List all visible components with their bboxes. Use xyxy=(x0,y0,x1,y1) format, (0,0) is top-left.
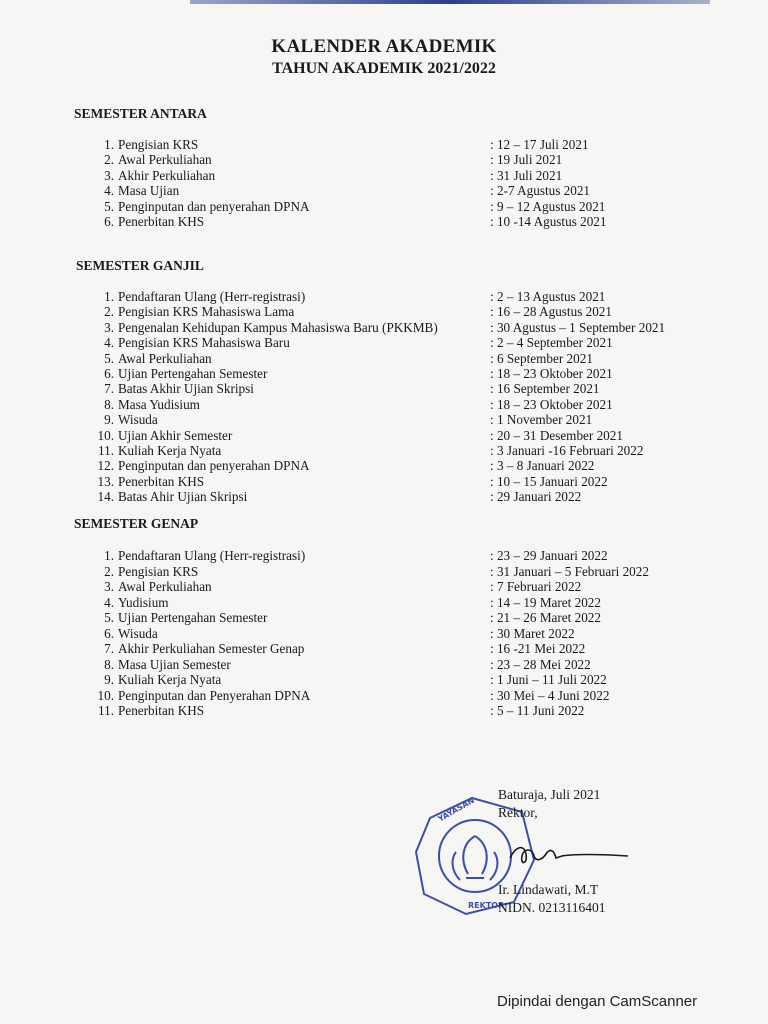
list-item xyxy=(94,443,708,458)
item-number: 12. xyxy=(97,458,114,474)
list-item xyxy=(94,548,708,564)
list-semester-genap xyxy=(94,548,708,719)
item-number: 10. xyxy=(97,687,114,703)
item-date: : 31 Januari – 5 Februari 2022 xyxy=(490,563,649,579)
item-number: 6. xyxy=(104,213,114,229)
item-number: 7. xyxy=(104,381,114,397)
item-number: 4. xyxy=(104,335,114,351)
list-item xyxy=(94,351,708,366)
signature-block xyxy=(498,786,600,822)
handwritten-signature-icon xyxy=(502,836,632,876)
item-date: : 10 – 15 Januari 2022 xyxy=(490,473,608,489)
item-label: Batas Akhir Ujian Skripsi xyxy=(118,381,254,397)
list-item xyxy=(94,657,708,673)
item-date: : 29 Januari 2022 xyxy=(490,489,582,505)
list-item xyxy=(94,320,708,335)
document-title: KALENDER AKADEMIK xyxy=(271,36,497,57)
document-header xyxy=(0,36,768,78)
item-date: : 19 Juli 2021 xyxy=(490,152,563,168)
list-item xyxy=(94,214,708,229)
signature-role: Rektor, xyxy=(498,805,538,820)
item-date: : 5 – 11 Juni 2022 xyxy=(490,703,585,718)
item-number: 8. xyxy=(104,656,114,672)
list-item xyxy=(94,199,708,214)
item-label: Kuliah Kerja Nyata xyxy=(118,442,222,458)
item-number: 10. xyxy=(97,427,114,443)
item-date: : 16 September 2021 xyxy=(490,381,600,397)
item-date: : 1 Juni – 11 Juli 2022 xyxy=(490,672,607,687)
item-date: : 1 November 2021 xyxy=(490,412,593,428)
list-item xyxy=(94,489,708,504)
item-label: Pendaftaran Ulang (Herr-registrasi) xyxy=(118,289,306,304)
item-number: 5. xyxy=(104,610,114,625)
item-number: 1. xyxy=(104,289,114,304)
scan-top-edge xyxy=(190,0,710,4)
stamp-lettering-bottom: REKTOR xyxy=(468,901,505,910)
item-label: Pendaftaran Ulang (Herr-registrasi) xyxy=(118,548,306,563)
list-item xyxy=(94,183,708,198)
list-item xyxy=(94,595,708,611)
item-number: 3. xyxy=(104,579,114,594)
item-label: Yudisium xyxy=(118,594,169,610)
section-heading-ganjil: SEMESTER GANJIL xyxy=(76,258,204,273)
item-number: 4. xyxy=(104,183,114,199)
item-label: Awal Perkuliahan xyxy=(118,350,212,366)
item-date: : 12 – 17 Juli 2021 xyxy=(490,137,589,152)
item-label: Penerbitan KHS xyxy=(118,473,205,489)
item-date: : 21 – 26 Maret 2022 xyxy=(490,610,601,625)
item-number: 13. xyxy=(97,473,114,489)
item-label: Masa Ujian xyxy=(118,183,180,199)
item-date: : 18 – 23 Oktober 2021 xyxy=(490,365,613,381)
item-date: : 18 – 23 Oktober 2021 xyxy=(490,396,613,412)
item-label: Penerbitan KHS xyxy=(118,213,205,229)
item-label: Penerbitan KHS xyxy=(118,703,205,718)
item-date: : 3 Januari -16 Februari 2022 xyxy=(490,442,644,458)
list-item xyxy=(94,641,708,657)
list-item xyxy=(94,168,708,183)
item-number: 1. xyxy=(104,548,114,563)
list-item xyxy=(94,289,708,304)
signer-name: Ir. Lindawati, M.T xyxy=(498,882,599,897)
item-date: : 7 Februari 2022 xyxy=(490,579,582,594)
item-label: Pengenalan Kehidupan Kampus Mahasiswa Baru (PKKMB) xyxy=(118,319,438,335)
item-date: : 16 – 28 Agustus 2021 xyxy=(490,304,612,320)
signature-place-date: Baturaja, Juli 2021 xyxy=(498,787,601,802)
item-number: 5. xyxy=(104,198,114,214)
list-item xyxy=(94,137,708,152)
item-date: : 31 Juli 2021 xyxy=(490,167,563,183)
item-label: Awal Perkuliahan xyxy=(118,579,212,594)
item-number: 11. xyxy=(98,703,114,718)
list-item xyxy=(94,397,708,412)
item-label: Kuliah Kerja Nyata xyxy=(118,672,222,687)
item-label: Pengisian KRS xyxy=(118,563,199,579)
item-date: : 23 – 29 Januari 2022 xyxy=(490,548,608,563)
stamp-wings xyxy=(453,852,498,880)
item-date: : 2 – 13 Agustus 2021 xyxy=(490,289,606,304)
section-heading-genap: SEMESTER GENAP xyxy=(74,516,199,531)
list-item xyxy=(94,381,708,396)
stamp-lettering-top: YAYASAN xyxy=(436,795,476,824)
item-date: : 30 Agustus – 1 September 2021 xyxy=(490,319,666,335)
list-item xyxy=(94,304,708,319)
item-label: Pengisian KRS xyxy=(118,137,199,152)
list-item xyxy=(94,474,708,489)
list-item xyxy=(94,672,708,688)
list-item xyxy=(94,366,708,381)
signer-nidn: NIDN. 0213116401 xyxy=(498,900,606,915)
item-label: Wisuda xyxy=(118,625,158,641)
list-item xyxy=(94,564,708,580)
list-item xyxy=(94,579,708,595)
item-number: 6. xyxy=(104,625,114,641)
item-number: 14. xyxy=(97,489,114,505)
item-date: : 16 -21 Mei 2022 xyxy=(490,641,586,656)
item-label: Awal Perkuliahan xyxy=(118,152,212,168)
item-label: Ujian Pertengahan Semester xyxy=(118,365,268,381)
item-number: 2. xyxy=(104,152,114,168)
item-label: Masa Yudisium xyxy=(118,396,200,412)
item-date: : 30 Maret 2022 xyxy=(490,625,575,641)
list-item xyxy=(94,428,708,443)
item-date: : 10 -14 Agustus 2021 xyxy=(490,213,607,229)
item-number: 2. xyxy=(104,304,114,320)
item-date: : 20 – 31 Desember 2021 xyxy=(490,427,623,443)
item-date: : 9 – 12 Agustus 2021 xyxy=(490,198,606,214)
list-item xyxy=(94,152,708,167)
item-date: : 3 – 8 Januari 2022 xyxy=(490,458,595,474)
item-date: : 6 September 2021 xyxy=(490,350,593,366)
item-number: 11. xyxy=(98,442,114,458)
item-number: 7. xyxy=(104,641,114,656)
item-number: 3. xyxy=(104,167,114,183)
item-label: Pengisian KRS Mahasiswa Baru xyxy=(118,335,290,351)
item-number: 1. xyxy=(104,137,114,152)
section-heading-antara: SEMESTER ANTARA xyxy=(74,106,207,121)
list-item xyxy=(94,626,708,642)
item-label: Wisuda xyxy=(118,412,158,428)
item-number: 5. xyxy=(104,350,114,366)
item-date: : 2-7 Agustus 2021 xyxy=(490,183,591,199)
document-subtitle: TAHUN AKADEMIK 2021/2022 xyxy=(272,60,496,77)
item-number: 9. xyxy=(104,672,114,687)
list-semester-antara xyxy=(94,137,708,229)
item-label: Batas Ahir Ujian Skripsi xyxy=(118,489,248,505)
item-label: Penginputan dan penyerahan DPNA xyxy=(118,198,310,214)
item-date: : 2 – 4 September 2021 xyxy=(490,335,613,351)
item-label: Ujian Pertengahan Semester xyxy=(118,610,268,625)
item-date: : 23 – 28 Mei 2022 xyxy=(490,656,591,672)
item-number: 4. xyxy=(104,594,114,610)
list-item xyxy=(94,703,708,719)
item-label: Ujian Akhir Semester xyxy=(118,427,233,443)
item-label: Pengisian KRS Mahasiswa Lama xyxy=(118,304,295,320)
item-label: Masa Ujian Semester xyxy=(118,656,231,672)
item-number: 6. xyxy=(104,365,114,381)
item-number: 3. xyxy=(104,319,114,335)
list-item xyxy=(94,412,708,427)
list-item xyxy=(94,610,708,626)
item-label: Penginputan dan Penyerahan DPNA xyxy=(118,687,311,703)
item-number: 2. xyxy=(104,563,114,579)
stamp-emblem xyxy=(463,836,486,878)
item-label: Akhir Perkuliahan xyxy=(118,167,216,183)
list-item xyxy=(94,688,708,704)
camscanner-watermark: Dipindai dengan CamScanner xyxy=(497,993,698,1010)
item-number: 8. xyxy=(104,396,114,412)
list-semester-ganjil xyxy=(94,289,708,504)
item-date: : 14 – 19 Maret 2022 xyxy=(490,594,601,610)
item-label: Akhir Perkuliahan Semester Genap xyxy=(118,641,305,656)
list-item xyxy=(94,458,708,473)
list-item xyxy=(94,335,708,350)
item-label: Penginputan dan penyerahan DPNA xyxy=(118,458,310,474)
item-number: 9. xyxy=(104,412,114,428)
item-date: : 30 Mei – 4 Juni 2022 xyxy=(490,687,610,703)
